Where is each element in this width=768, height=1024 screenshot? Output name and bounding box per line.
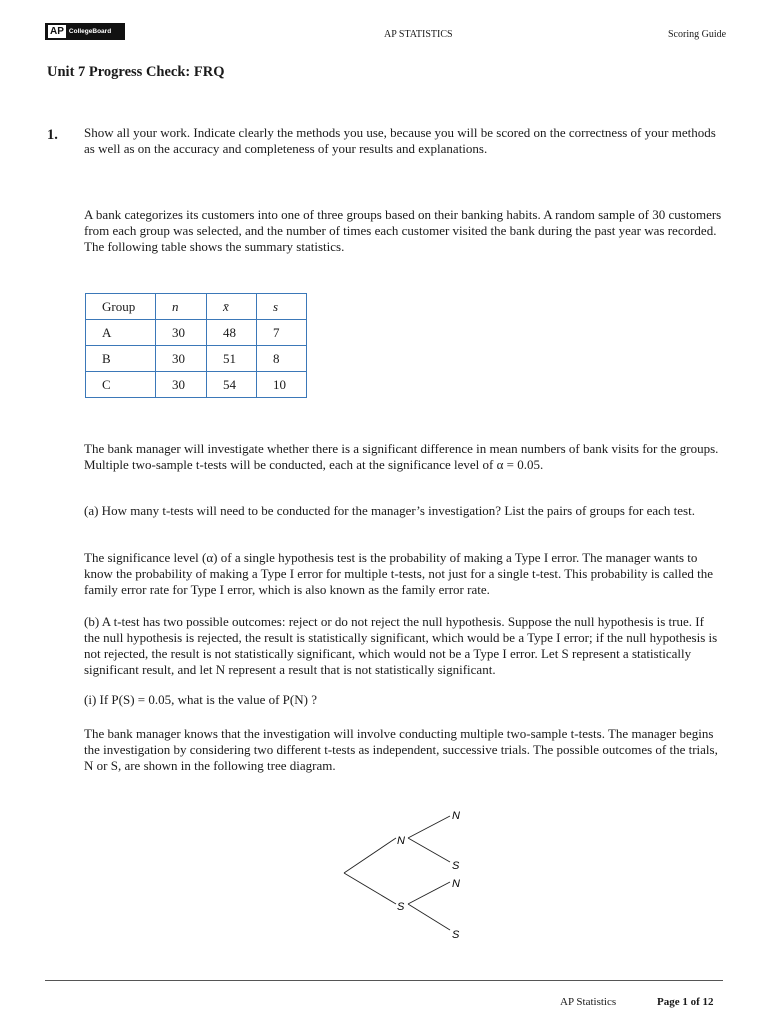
tree-intro-paragraph: The bank manager knows that the investigation will involve conducting multiple two-sample t-tests. The manager begins the investigation by considering two different t-tests as independent, successive trials. The possible outcomes of the trials, N or S, are shown in the following tree diagram. [84,726,718,773]
table-header-cell: s [257,294,307,320]
branch-root-to-s [344,873,396,904]
branch-n-to-s [408,838,450,862]
investigation-paragraph: The bank manager will investigate whether there is a significant difference in mean numbers of bank visits for the groups. Multiple two-sample t-tests will be conducted, each at the significance level of α = 0.05. [84,441,719,472]
tree-diagram [330,800,480,950]
table-cell: 7 [257,320,307,346]
collegeboard-wordmark: CollegeBoard [68,28,112,35]
table-header-cell: x̄ [207,294,257,320]
part-b-paragraph: (b) A t-test has two possible outcomes: reject or do not reject the null hypothesis. Suppose the null hypothesis is true. If the null hypothesis is rejected, the result is statistically significant, which would be a Type I error; if the null hypothesis is not rejected, the result is not statistically significant, which would not be a Type I error. Let S represent a statistically significant result, and let N represent a result that is not statistically significant. [84,614,718,677]
branch-n-to-n [408,816,450,838]
part-a-question: (a) How many t-tests will need to be conducted for the manager’s investigation? List the pairs of groups for each test. [84,503,695,518]
branch-s-to-s [408,904,450,930]
part-b-i-question: (i) If P(S) = 0.05, what is the value of P(N) ? [84,692,317,707]
tree-node-n-then-s: S [452,860,460,872]
table-header-cell: n [156,294,207,320]
table-cell: 51 [207,346,257,372]
ap-logo-mark: AP [50,26,64,37]
header-course: AP STATISTICS [384,29,453,40]
table-cell: 8 [257,346,307,372]
table-cell: C [86,372,156,398]
family-error-paragraph: The significance level (α) of a single hypothesis test is the probability of making a Type I error. The manager wants to know the probability of making a Type I error for multiple t-tests, not just for a single t-test. This probability is called the family error rate for Type I error, which is also known as the family error rate. [84,550,713,597]
table-row [86,372,307,398]
tree-node-n-then-n: N [452,810,460,822]
footer-page-number: Page 1 of 12 [657,996,714,1008]
question-number: 1. [47,127,58,143]
page-title: Unit 7 Progress Check: FRQ [47,64,225,80]
tree-node-s-then-n: N [452,878,460,890]
collegeboard-logo [45,23,125,40]
table-cell: 30 [156,372,207,398]
instructions: Show all your work. Indicate clearly the methods you use, because you will be scored on the correctness of your methods as well as on the accuracy and completeness of your results and explanations. [84,125,716,156]
table-cell: 30 [156,346,207,372]
tree-node-first-s: S [397,901,405,913]
table-cell: 10 [257,372,307,398]
table-row [86,320,307,346]
table-cell: 30 [156,320,207,346]
branch-s-to-n [408,882,450,904]
table-cell: 54 [207,372,257,398]
table-cell: 48 [207,320,257,346]
table-header-cell: Group [86,294,156,320]
table-row [86,346,307,372]
table-header-row [86,294,307,320]
table-cell: A [86,320,156,346]
branch-root-to-n [344,838,396,873]
summary-statistics-table [85,293,307,398]
header-doc-type: Scoring Guide [668,29,727,40]
intro-paragraph: A bank categorizes its customers into one of three groups based on their banking habits. A random sample of 30 customers from each group was selected, and the number of times each customer visited the bank during the past year was recorded. The following table shows the summary statistics. [84,207,722,254]
footer-divider [45,980,723,981]
tree-node-s-then-s: S [452,929,460,941]
tree-node-first-n: N [397,835,405,847]
table-cell: B [86,346,156,372]
footer-course: AP Statistics [560,996,617,1008]
